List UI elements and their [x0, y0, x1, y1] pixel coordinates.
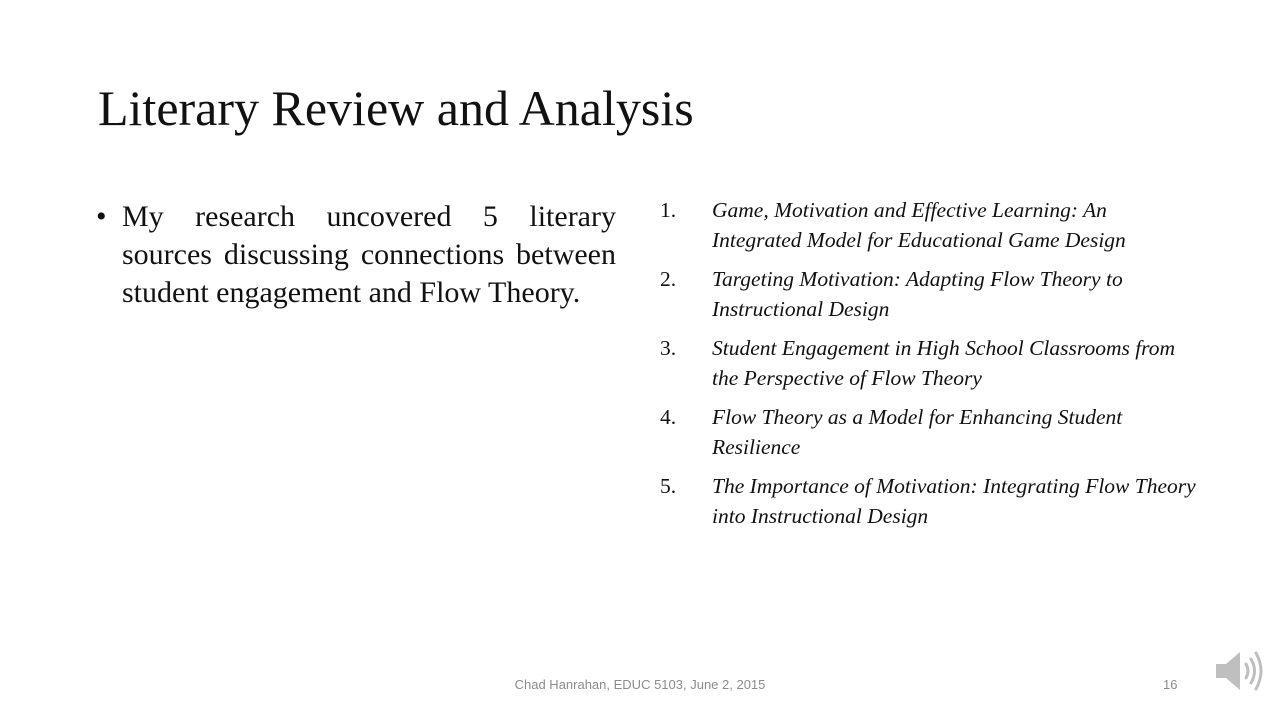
reference-title: Game, Motivation and Effective Learning: An Integrated Model for Educational Game Design — [712, 198, 1126, 252]
footer-text: Chad Hanrahan, EDUC 5103, June 2, 2015 — [514, 677, 766, 692]
speaker-icon[interactable] — [1212, 644, 1266, 698]
reference-list — [660, 196, 1200, 541]
bullet-item — [96, 198, 616, 312]
bullet-marker: • — [96, 200, 107, 233]
reference-title: Targeting Motivation: Adapting Flow Theory to Instructional Design — [712, 267, 1123, 321]
page-number: 16 — [1163, 677, 1178, 692]
reference-title: Flow Theory as a Model for Enhancing Student Resilience — [712, 405, 1123, 459]
reference-item — [660, 334, 1200, 393]
reference-item — [660, 196, 1200, 255]
reference-item — [660, 403, 1200, 462]
reference-number: 4. — [660, 405, 677, 429]
bullet-list — [96, 198, 616, 312]
reference-number: 1. — [660, 198, 677, 222]
bullet-text: My research uncovered 5 literary sources discussing connections between student engagement and Flow Theory. — [122, 200, 616, 309]
reference-item — [660, 472, 1200, 531]
slide-footer — [0, 676, 1280, 696]
reference-number: 3. — [660, 336, 677, 360]
reference-item — [660, 265, 1200, 324]
reference-number: 2. — [660, 267, 677, 291]
reference-title: The Importance of Motivation: Integrating Flow Theory into Instructional Design — [712, 474, 1196, 528]
reference-number: 5. — [660, 474, 677, 498]
reference-title: Student Engagement in High School Classrooms from the Perspective of Flow Theory — [712, 336, 1176, 390]
slide-title: Literary Review and Analysis — [98, 80, 694, 136]
